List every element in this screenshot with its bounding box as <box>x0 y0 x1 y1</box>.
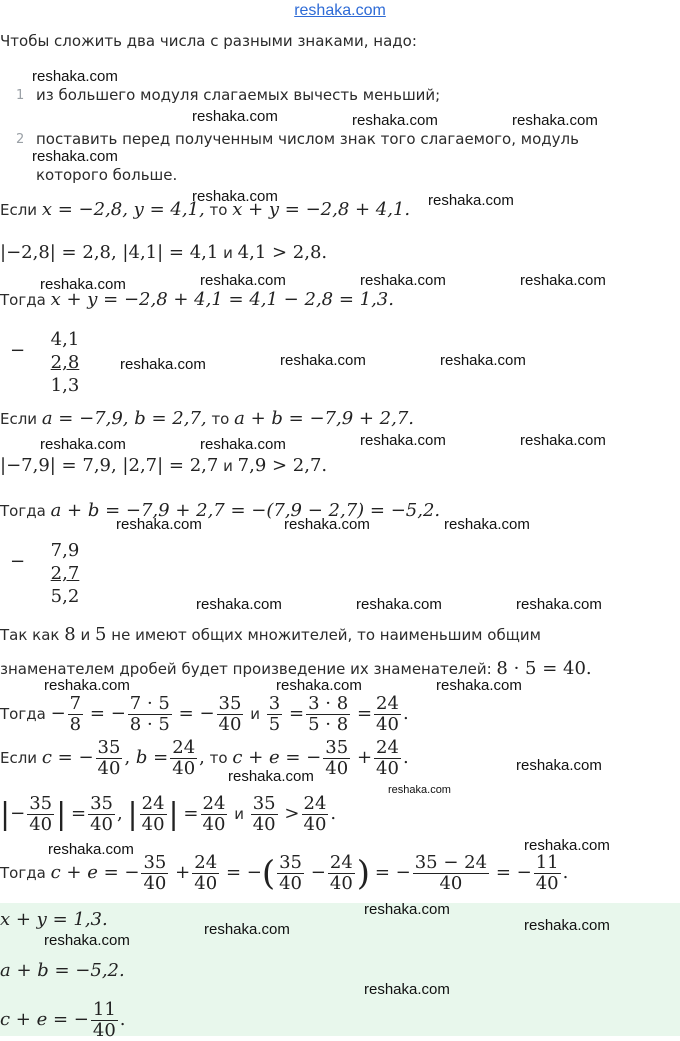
watermark: reshaka.com <box>516 757 602 774</box>
example2-moduli: |−7,9| = 7,9, |2,7| = 2,7 и 7,9 > 2,7. <box>0 455 328 476</box>
watermark: reshaka.com <box>276 677 362 694</box>
watermark: reshaka.com <box>32 68 118 85</box>
watermark: reshaka.com <box>44 932 130 949</box>
example1-given: Если x = −2,8, y = 4,1, то x + y = −2,8 + 4,1. <box>0 199 411 220</box>
watermark: reshaka.com <box>116 516 202 533</box>
watermark: reshaka.com <box>280 352 366 369</box>
watermark: reshaka.com <box>200 272 286 289</box>
watermark: reshaka.com <box>192 188 278 205</box>
rule-intro: Чтобы сложить два числа с разными знаками, надо: <box>0 32 417 50</box>
watermark: reshaka.com <box>444 516 530 533</box>
watermark: reshaka.com <box>520 432 606 449</box>
watermark: reshaka.com <box>524 917 610 934</box>
column-subtraction: 7,9 2,7 5,2 <box>50 540 80 607</box>
watermark: reshaka.com <box>284 516 370 533</box>
watermark: reshaka.com <box>436 677 522 694</box>
example3-given: Если c = − $\frac{35}{40}$ , b = $\frac{24}{40}$ , то c + e = − $\frac{35}{40}$ + $\frac{24}{40}$ . <box>0 737 409 779</box>
watermark: reshaka.com <box>352 112 438 129</box>
site-link[interactable]: reshaka.com <box>294 2 386 19</box>
step-text-continued: которого больше. <box>36 166 178 184</box>
column-minus-sign: − <box>10 551 26 572</box>
example1-moduli: |−2,8| = 2,8, |4,1| = 4,1 и 4,1 > 2,8. <box>0 242 328 263</box>
watermark: reshaka.com <box>48 841 134 858</box>
watermark: reshaka.com <box>524 837 610 854</box>
watermark: reshaka.com <box>32 148 118 165</box>
step-number: 1 <box>16 88 25 103</box>
watermark: reshaka.com <box>356 596 442 613</box>
example2-given: Если a = −7,9, b = 2,7, то a + b = −7,9 + 2,7. <box>0 408 415 429</box>
step-text: из большего модуля слагаемых вычесть меньший; <box>36 86 441 104</box>
watermark: reshaka.com <box>200 436 286 453</box>
watermark: reshaka.com <box>204 921 290 938</box>
watermark: reshaka.com <box>516 596 602 613</box>
watermark: reshaka.com <box>228 768 314 785</box>
watermark: reshaka.com <box>364 901 450 918</box>
step-text: поставить перед полученным числом знак того слагаемого, модуль <box>36 130 579 148</box>
watermark: reshaka.com <box>196 596 282 613</box>
watermark: reshaka.com <box>360 272 446 289</box>
example3-moduli: |− $\frac{35}{40}$ | = $\frac{35}{40}$ , | $\frac{24}{40}$ | = $\frac{24}{40}$ и $\frac{35}{40}$ > $\frac{24}{40}$ . <box>0 793 337 835</box>
answer-2: a + b = −5,2. <box>0 960 125 981</box>
lcd-text-line2: знаменателем дробей будет произведение их знаменателей: 8 · 5 = 40. <box>0 658 592 679</box>
watermark: reshaka.com <box>40 436 126 453</box>
column-minus-sign: − <box>10 340 26 361</box>
example3-result: Тогда c + e = − $\frac{35}{40}$ + $\frac{24}{40}$ = −( $\frac{35}{40}$ − $\frac{24}{40}$ ) = − $\frac{35 - 24}{40}$ = − $\frac{11}{40}$ . <box>0 852 569 894</box>
example2-result: Тогда a + b = −7,9 + 2,7 = −(7,9 − 2,7) = −5,2. <box>0 500 441 521</box>
watermark: reshaka.com <box>428 192 514 209</box>
fractions-conversion: Тогда − $\frac{7}{8}$ = − $\frac{7 \cdot 5}{8 \cdot 5}$ = − $\frac{35}{40}$ и $\frac{3}{5}$ = $\frac{3 \cdot 8}{5 \cdot 8}$ = $\frac{24}{40}$ . <box>0 693 409 735</box>
answer-3: c + e = − $\frac{11}{40}$ . <box>0 999 126 1041</box>
step-number: 2 <box>16 132 25 147</box>
lcd-text-line1: Так как 8 и 5 не имеют общих множителей, то наименьшим общим <box>0 624 541 645</box>
watermark: reshaka.com <box>40 276 126 293</box>
watermark: reshaka.com <box>360 432 446 449</box>
example1-result: Тогда x + y = −2,8 + 4,1 = 4,1 − 2,8 = 1,3. <box>0 289 394 310</box>
watermark: reshaka.com <box>388 784 451 796</box>
answer-1: x + y = 1,3. <box>0 909 108 930</box>
column-subtraction: 4,1 2,8 1,3 <box>50 329 80 396</box>
watermark: reshaka.com <box>192 108 278 125</box>
watermark: reshaka.com <box>440 352 526 369</box>
watermark: reshaka.com <box>44 677 130 694</box>
watermark: reshaka.com <box>520 272 606 289</box>
watermark: reshaka.com <box>120 356 206 373</box>
watermark: reshaka.com <box>512 112 598 129</box>
watermark: reshaka.com <box>364 981 450 998</box>
